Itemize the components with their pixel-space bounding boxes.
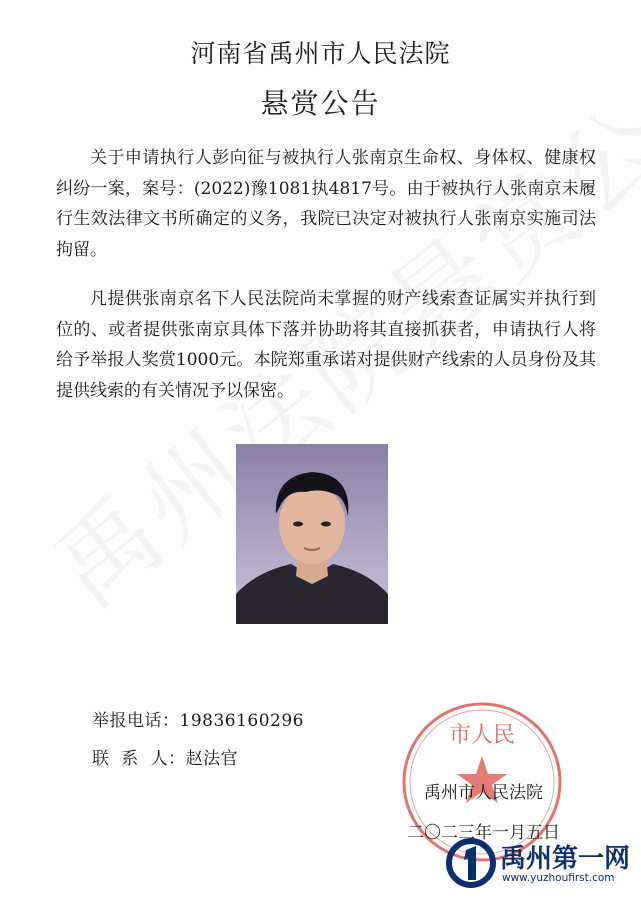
signing-court: 禹州市人民法院 [424,783,543,803]
site-logo-icon [446,832,496,894]
reward-paragraph: 凡提供张南京名下人民法院尚未掌握的财产线索查证属实并执行到位的、或者提供张南京具体下落并协助将其直接抓获者，申请执行人将给予举报人奖赏1000元。本院郑重承诺对提供财产线索的人员身份及其提供线索的有关情况予以保密。 [56,289,596,401]
document-title: 悬赏公告 [260,87,381,120]
court-name-heading: 河南省禹州市人民法院 [190,39,451,68]
case-paragraph: 关于申请执行人彭向征与被执行人张南京生命权、身体权、健康权纠纷一案，案号：(2022)豫1081执4817号。由于被执行人张南京未履行生效法律文书所确定的义务，我院已决定对被执行人张南京实施司法拘留。 [56,148,596,260]
site-logo [446,832,636,894]
wanted-person-photo [236,444,388,624]
contact-person-line [92,744,238,769]
seal-text: 市人民 [448,723,516,748]
signing-date: 二〇二三年一月五日 [407,823,560,843]
report-phone-label: 举报电话： [92,711,180,731]
portrait-illustration [236,444,388,624]
report-phone-line [92,706,304,731]
contact-person-label: 联 系 人： [92,749,186,769]
site-logo-url: www.yuzhoufirst.com [502,872,615,884]
site-logo-name: 禹州第一网 [500,844,631,874]
contact-person-value: 赵法官 [185,749,239,769]
report-phone-value: 19836160296 [179,711,304,731]
